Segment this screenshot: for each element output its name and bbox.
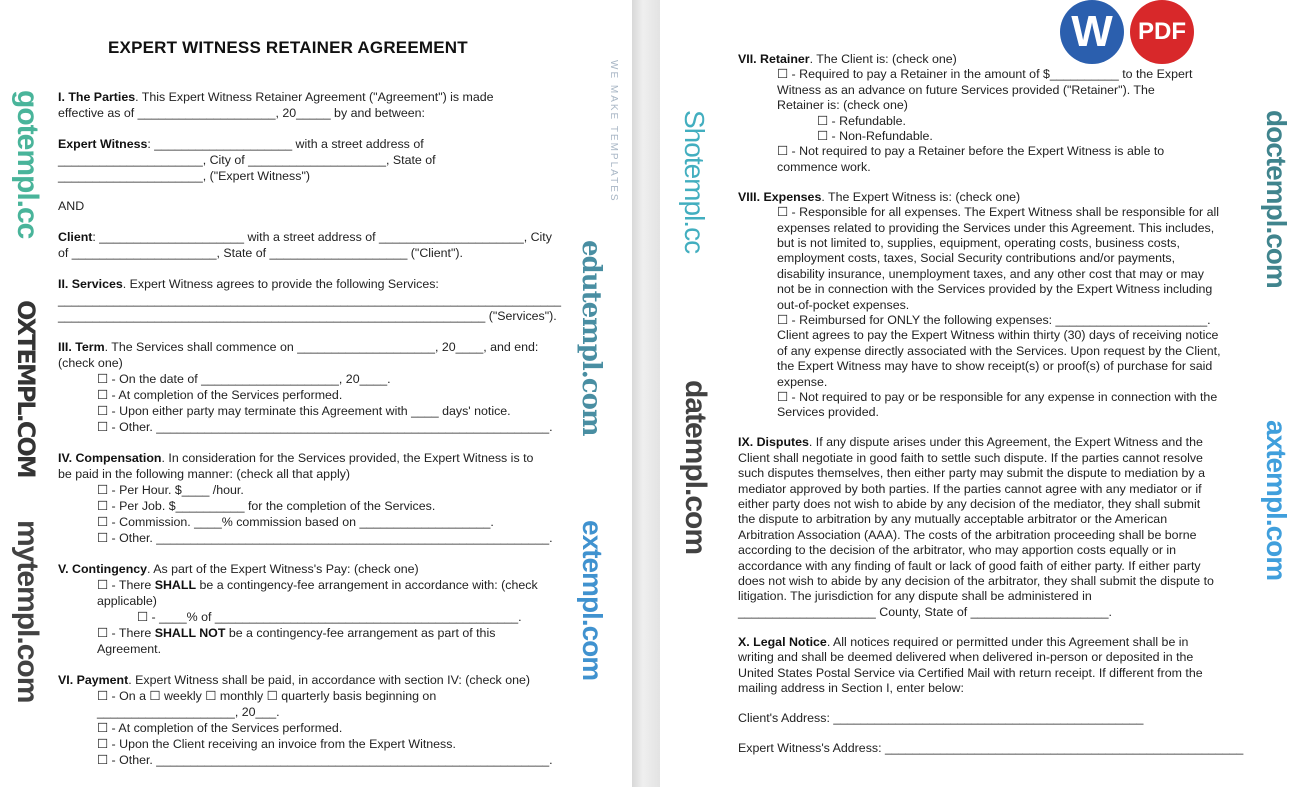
text-line	[58, 688, 561, 704]
text-line	[738, 328, 1243, 343]
text-line	[58, 736, 561, 752]
line-text: expense.	[777, 374, 828, 389]
text-line	[58, 704, 561, 720]
text-line	[58, 450, 561, 466]
text-line: United States Postal Service via Certified Mail with return receipt. If different from the	[738, 665, 1203, 680]
text-line	[738, 344, 1243, 359]
text-line	[58, 419, 561, 435]
page-1-content	[58, 89, 561, 783]
text-line	[738, 267, 1243, 282]
line-text: . As part of the Expert Witness's Pay: (check one)	[147, 561, 419, 576]
text-line	[738, 205, 1243, 220]
text-line	[738, 160, 1243, 175]
text-line	[58, 371, 561, 387]
document-page-2	[660, 0, 1311, 787]
section-heading: I. The Parties	[58, 90, 136, 104]
text-line	[738, 251, 1243, 266]
emphasis-text: SHALL NOT	[154, 626, 226, 641]
line-text: ☐ - At completion of the Services performed.	[97, 721, 343, 735]
line-text: ☐ - Other. _________________________________________________________.	[97, 420, 553, 434]
text-line: ____________________ County, State of ____________________.	[738, 604, 1112, 619]
line-text: . The Services shall commence on ____________________, 20____, and end:	[104, 339, 539, 354]
line-text: be a contingency-fee arrangement as part of this	[225, 626, 496, 641]
line-text: out-of-pocket expenses.	[777, 297, 910, 312]
text-line: does not wish to abide by any decision of the arbitrator, they shall submit the dispute to	[738, 574, 1214, 588]
section-heading: III. Term	[58, 339, 105, 354]
line-text: ☐ - Not required to pay a Retainer before the Expert Witness is able to	[777, 144, 1165, 159]
text-line	[738, 236, 1243, 251]
text-line: ______________________________________________________________ ("Services").	[58, 308, 557, 323]
section-paragraph	[738, 711, 1243, 726]
text-line	[58, 530, 561, 546]
text-line	[58, 498, 561, 514]
text-line	[58, 89, 561, 105]
section-heading: X. Legal Notice	[738, 634, 827, 649]
text-line: effective as of ____________________, 20_____ by and between:	[58, 106, 425, 121]
document-page-1	[0, 0, 632, 787]
watermark-shotempl: Shotempl.cc	[679, 110, 710, 254]
text-line	[58, 136, 561, 152]
text-line	[738, 114, 1243, 129]
line-text: ☐ - At completion of the Services performed.	[97, 387, 343, 402]
watermark-extempl: extempl.com	[577, 520, 608, 681]
text-line: Expert Witness's Address: ____________________________________________________	[738, 740, 1244, 755]
text-line	[58, 577, 561, 593]
section-paragraph	[58, 229, 561, 261]
text-line	[58, 593, 561, 609]
line-text: : ____________________ with a street address of	[147, 136, 424, 151]
text-line	[738, 129, 1243, 144]
section-heading: IV. Compensation	[58, 450, 162, 465]
text-line: of _____________________, State of ____________________ ("Client").	[58, 246, 463, 261]
line-text: ☐ - Other. _________________________________________________________.	[97, 753, 553, 768]
word-format-icon: W	[1060, 0, 1124, 64]
section-paragraph	[58, 672, 561, 769]
line-text: ☐ - On the date of ____________________, 20____.	[97, 371, 391, 386]
watermark-doctempl: doctempl.com	[1261, 110, 1292, 288]
line-text: ☐ - ____% of ____________________________________________.	[137, 609, 522, 624]
line-text: ☐ - Non-Refundable.	[817, 129, 933, 144]
line-text: ☐ - Required to pay a Retainer in the amount of $__________ to the Expert	[777, 67, 1193, 82]
text-line: such disputes themselves, then either party may submit the dispute to mediation by a	[738, 466, 1205, 481]
text-line	[738, 375, 1243, 390]
line-text: of any expense directly associated with the Services. Upon request by the Client,	[777, 343, 1221, 358]
text-line	[58, 482, 561, 498]
text-line: be paid in the following manner: (check all that apply)	[58, 466, 351, 481]
line-text: . Expert Witness shall be paid, in accordance with section IV: (check one)	[128, 672, 530, 687]
text-line	[58, 229, 561, 245]
text-line	[738, 282, 1243, 297]
line-text: ☐ - Refundable.	[817, 113, 906, 128]
line-text: ☐ - On a ☐ weekly ☐ monthly ☐ quarterly basis beginning on	[97, 688, 437, 703]
line-text: . The Expert Witness is: (check one)	[821, 189, 1021, 204]
text-line: _____________________, City of ____________________, State of	[58, 152, 436, 167]
text-line	[58, 339, 561, 355]
text-line: mediator approved by both parties. If the parties cannot agree with any mediator or if	[738, 481, 1202, 496]
section-heading: VIII. Expenses	[738, 189, 822, 204]
text-line	[58, 403, 561, 419]
line-text: . If any dispute arises under this Agreement, the Expert Witness and the	[808, 435, 1203, 450]
section-paragraph	[58, 339, 561, 436]
text-line	[58, 609, 561, 625]
line-text: . Expert Witness agrees to provide the following Services:	[122, 276, 439, 291]
section-heading: II. Services	[58, 276, 123, 291]
text-line	[738, 190, 1243, 205]
line-text: ____________________, 20___.	[97, 704, 280, 719]
line-text: ☐ - Per Job. $__________ for the completion of the Services.	[97, 498, 436, 513]
line-text: ☐ - Reimbursed for ONLY the following expenses: ______________________.	[777, 313, 1211, 327]
line-text: expenses related to providing the Services under this Agreement. This includes,	[777, 220, 1215, 235]
text-line	[738, 435, 1243, 450]
text-line: Client's Address: _____________________________________________	[738, 710, 1144, 725]
text-line	[738, 144, 1243, 159]
watermark-oxtempl-tagline: WE MAKE TEMPLATES	[608, 60, 619, 203]
line-text: . This Expert Witness Retainer Agreement ("Agreement") is made	[135, 90, 494, 104]
section-heading: Client	[58, 230, 93, 245]
text-line: _____________________, ("Expert Witness")	[58, 168, 310, 183]
line-text: Retainer is: (check one)	[777, 98, 908, 113]
line-text: ☐ - There	[97, 577, 155, 592]
page-2-content	[738, 52, 1243, 771]
line-text: Witness as an advance on future Services provided ("Retainer"). The	[777, 82, 1155, 97]
line-text: ☐ - There	[97, 626, 155, 641]
text-line: writing and shall be deemed delivered when delivered in-person or deposited in the	[738, 650, 1194, 665]
document-title: EXPERT WITNESS RETAINER AGREEMENT	[108, 38, 468, 57]
text-line	[738, 313, 1243, 328]
section-paragraph	[58, 276, 561, 324]
text-line	[738, 390, 1243, 405]
section-heading: Expert Witness	[58, 136, 148, 151]
text-line	[738, 67, 1243, 82]
section-heading: IX. Disputes	[738, 435, 809, 450]
text-line: Client shall negotiate in good faith to settle such dispute. If the parties cannot resolve	[738, 450, 1203, 465]
line-text: ☐ - Upon either party may terminate this Agreement with ____ days' notice.	[97, 403, 511, 418]
line-text: Services provided.	[777, 405, 879, 420]
watermark-datempl: datempl.com	[679, 380, 712, 555]
text-line	[58, 276, 561, 292]
text-line: (check one)	[58, 355, 123, 370]
line-text: but is not limited to, supplies, equipment, operating costs, business costs,	[777, 235, 1180, 250]
line-text: . In consideration for the Services provided, the Expert Witness is to	[161, 450, 534, 465]
line-text: . The Client is: (check one)	[809, 52, 957, 66]
line-text: : _____________________ with a street address of _____________________, City	[92, 230, 552, 245]
text-line	[738, 83, 1243, 98]
line-text: . All notices required or permitted under this Agreement shall be in	[826, 634, 1189, 649]
text-line	[58, 641, 561, 657]
line-text: ☐ - Other. _________________________________________________________.	[97, 531, 553, 546]
watermark-axtempl: axtempl.com	[1261, 420, 1292, 581]
line-text: be a contingency-fee arrangement in accordance with: (check	[196, 577, 538, 592]
section-paragraph	[738, 635, 1243, 697]
line-text: ☐ - Upon the Client receiving an invoice from the Expert Witness.	[97, 737, 456, 752]
text-line	[58, 720, 561, 736]
line-text: not be in connection with the Services provided by the Expert Witness including	[777, 282, 1213, 297]
section-paragraph	[58, 450, 561, 547]
text-line: AND	[58, 199, 85, 214]
line-text: Client agrees to pay the Expert Witness within thirty (30) days of receiving notice	[777, 328, 1219, 343]
page-separator	[632, 0, 660, 787]
section-heading: VI. Payment	[58, 672, 129, 687]
text-line: Arbitration Association (AAA). The costs of the arbitration proceeding shall be borne	[738, 527, 1197, 542]
line-text: applicable)	[97, 593, 157, 608]
section-heading: V. Contingency	[58, 561, 148, 576]
text-line: mailing address in Section I, enter below:	[738, 680, 964, 695]
line-text: ☐ - Not required to pay or be responsible for any expense in connection with the	[777, 390, 1218, 405]
line-text: employment costs, taxes, Social Security contributions and/or payments,	[777, 251, 1176, 266]
text-line	[58, 514, 561, 530]
line-text: ☐ - Commission. ____% commission based on ___________________.	[97, 514, 494, 529]
watermark-oxtempl: OXTEMPL.COM	[12, 300, 40, 477]
line-text: disability insurance, unemployment taxes, and any other cost that may or may	[777, 266, 1204, 281]
section-paragraph	[738, 741, 1243, 756]
text-line	[58, 625, 561, 641]
section-paragraph	[58, 89, 561, 121]
line-text: ☐ - Per Hour. $____ /hour.	[97, 482, 244, 497]
text-line	[58, 387, 561, 403]
text-line: _________________________________________________________________________	[58, 292, 562, 307]
text-line	[738, 221, 1243, 236]
text-line: the dispute to arbitration by any mutually acceptable arbitrator or the American	[738, 512, 1168, 527]
text-line	[738, 359, 1243, 374]
line-text: Agreement.	[97, 642, 162, 657]
text-line: either party does not wish to abide by any decision of the mediator, they shall submit	[738, 496, 1201, 511]
text-line	[738, 635, 1243, 650]
text-line	[738, 98, 1243, 113]
line-text: the Expert Witness may have to show receipt(s) or proof(s) of purchase for said	[777, 359, 1213, 374]
text-line	[738, 298, 1243, 313]
section-paragraph	[738, 52, 1243, 175]
pdf-format-icon: PDF	[1130, 0, 1194, 64]
emphasis-text: SHALL	[154, 577, 197, 592]
text-line: litigation. The jurisdiction for any dispute shall be administered in	[738, 589, 1092, 604]
line-text: ☐ - Responsible for all expenses. The Expert Witness shall be responsible for all	[777, 205, 1220, 220]
section-paragraph	[58, 198, 561, 214]
line-text: commence work.	[777, 159, 871, 174]
text-line	[738, 405, 1243, 420]
watermark-edutempl: edutempl.com	[576, 240, 606, 436]
section-paragraph	[58, 561, 561, 658]
section-paragraph	[58, 136, 561, 184]
section-heading: VII. Retainer	[738, 52, 810, 66]
section-paragraph	[738, 435, 1243, 620]
text-line	[58, 672, 561, 688]
text-line: accordance with any finding of fault or lack of good faith of either party. If either party	[738, 558, 1201, 573]
watermark-mytempl: mytempl.com	[11, 520, 44, 703]
watermark-gotempl: gotempl.cc	[11, 90, 44, 239]
section-paragraph	[738, 190, 1243, 421]
text-line	[58, 561, 561, 577]
text-line: according to the decision of the arbitrator, who may apportion costs equally or in	[738, 543, 1177, 558]
text-line	[58, 752, 561, 768]
